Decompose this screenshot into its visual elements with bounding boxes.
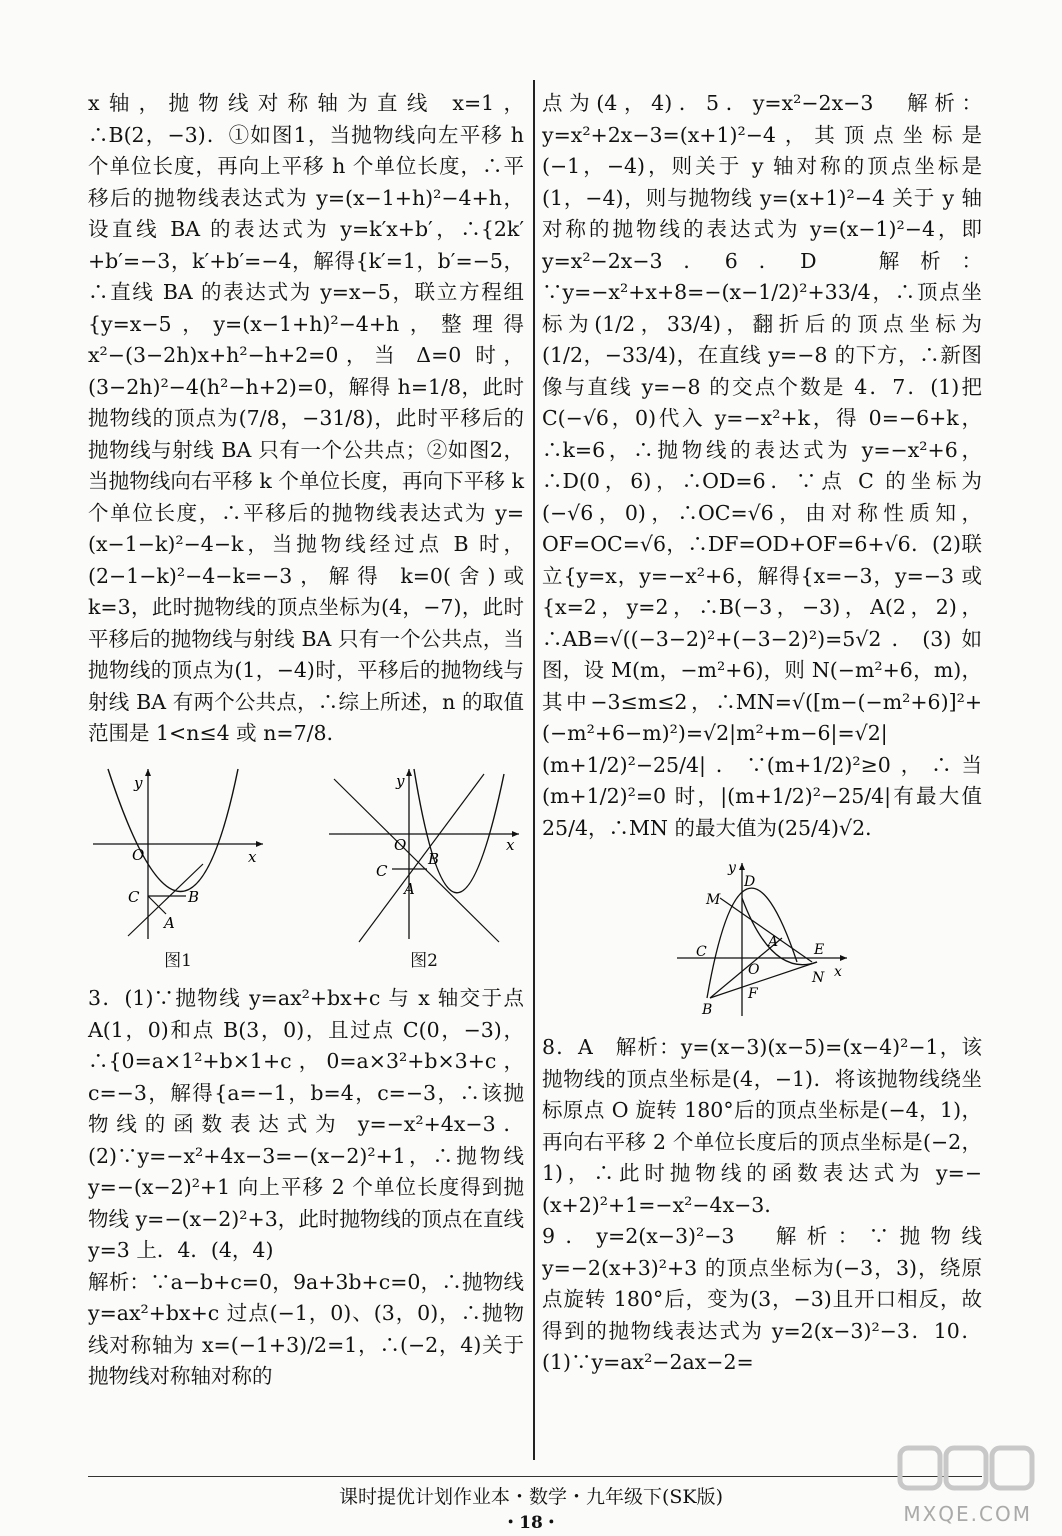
watermark-mark-1 [900,1448,940,1488]
watermark-mark-2 [946,1448,986,1488]
footer-rule [88,1476,982,1477]
answer-paragraph: 解析：∵a−b+c=0，9a+3b+c=0，∴抛物线 y=ax²+bx+c 过点(−1，0)、(3，0)，∴抛物线对称轴为 x=(−1+3)/2=1，∴(−2，4)关于抛物线对称轴对称的 [88,1269,524,1388]
fig3-label-n: N [812,970,825,986]
fig3-label-b: B [702,1002,713,1018]
segment-ca [148,896,166,914]
fig2-label-a: A [404,879,415,898]
y-axis-arrow [406,769,412,776]
fig2-label-o: O [394,835,407,854]
right-column [542,88,982,1379]
figure-2 [324,764,524,978]
segment-bn [710,962,817,998]
watermark-text: MXQE.COM [903,1502,1032,1526]
watermark-mark-3 [992,1448,1032,1488]
answer-paragraph: 3．(1)∵抛物线 y=ax²+bx+c 与 x 轴交于点 A(1，0)和点 B(3，0)，且过点 C(0，−3)，∴{0=a×1²+b×1+c，0=a×3²+b×3+c，c=−3，解得{a=−1，b=4，c=−3，∴该抛物线的函数表达式为 y=−x²+4x−3．(2)∵y=−x²+4x−3=−(x−2)²+1，∴抛物线 y=−(x−2)²+1 向上平移 2 个单位长度得到抛物线 y=−(x−2)²+3，此时抛物线的顶点在直线 y=3 上．4．(4，4) [88,986,524,1262]
figure-2-graph [324,764,524,944]
fig3-label-y: y [728,860,736,876]
answer-paragraph: 8．A 解析：y=(x−3)(x−5)=(x−4)²−1，该抛物线的顶点坐标是(4，−1)．将该抛物线绕坐标原点 O 旋转 180°后的顶点坐标是(−4，1)，再向右平移 2 个单位长度后的顶点坐标是(−2，1)，∴此时抛物线的函数表达式为 y=−(x+2)²+1=−x²−4x−3． [542,1035,982,1217]
fig3-label-c: C [696,944,707,960]
fig3-label-a: A [768,934,779,950]
fig1-label-a: A [164,913,175,932]
fig2-label-c: C [376,861,388,880]
figure-1-graph [88,764,268,944]
answer-paragraph: x轴，抛物线对称轴为直线 x=1，∴B(2，−3)．①如图1，当抛物线向左平移 h 个单位长度，再向上平移 h 个单位长度，∴平移后的抛物线表达式为 y=(x−1+h)²−4+h，设直线 BA 的表达式为 y=k′x+b′，∴{2k′+b′=−3，k′+b′=−4，解得{k′=1，b′=−5，∴直线 BA 的表达式为 y=x−5，联立方程组{y=x−5，y=(x−1+h)²−4+h，整理得 x²−(3−2h)x+h²−h+2=0，当 Δ=0 时，(3−2h)²−4(h²−h+2)=0，解得 h=1/8，此时抛物线的顶点为(7/8，−31/8)，此时平移后的抛物线与射线 BA 只有一个公共点；②如图2，当抛物线向右平移 k 个单位长度，再向下平移 k 个单位长度，∴平移后的抛物线表达式为 y=(x−1−k)²−4−k，当抛物线经过点 B 时，(2−1−k)²−4−k=−3，解得 k=0(舍)或 k=3，此时抛物线的顶点坐标为(4，−7)，此时平移后的抛物线与射线 BA 只有一个公共点，当抛物线的顶点为(1，−4)时，平移后的抛物线与射线 BA 有两个公共点，∴综上所述，n 的取值范围是 1<n≤4 或 n=7/8． [88,91,524,745]
parabola [414,769,504,893]
fig1-label-b: B [188,887,200,906]
x-axis-arrow [256,841,263,847]
y-axis-arrow [145,769,151,776]
y-axis-arrow [739,863,745,870]
figure-3 [542,858,982,1018]
fig1-label-y: y [134,773,143,792]
left-column [88,88,524,1393]
fig2-label-b: B [428,849,440,868]
fig3-label-e: E [814,942,825,958]
segment-mn [720,898,812,962]
page-number: ・18・ [502,1513,560,1533]
answer-paragraph: 9．y=2(x−3)²−3 解析：∵抛物线 y=−2(x+3)²+3 的顶点坐标为(−3，3)，绕原点旋转 180°后，变为(3，−3)且开口相反，故得到的抛物线表达式为 y=2(x−3)²−3．10．(1)∵y=ax²−2ax−2= [542,1224,982,1374]
fig1-label-x: x [248,847,257,866]
figure-3-graph [672,858,852,1018]
fig3-label-d: D [744,874,756,890]
footer-title: 课时提优计划作业本・数学・九年级下(SK版) [338,1486,724,1508]
fig2-label-x: x [506,835,515,854]
fig3-label-m: M [706,892,721,908]
figure-1 [88,764,268,978]
answer-paragraph: 点为(4，4)．5．y=x²−2x−3 解析：y=x²+2x−3=(x+1)²−4，其顶点坐标是(−1，−4)，则关于 y 轴对称的顶点坐标是(1，−4)，则与抛物线 y=(x+1)²−4 关于 y 轴对称的抛物线的表达式为 y=(x−1)²−4，即 y=x²−2x−3．6．D 解析：∵y=−x²+x+8=−(x−1/2)²+33/4，∴顶点坐标为(1/2，33/4)，翻折后的顶点坐标为(1/2，−33/4)，在直线 y=−8 的下方，∴新图像与直线 y=−8 的交点个数是 4．7．(1)把 C(−√6，0)代入 y=−x²+k，得 0=−6+k，∴k=6，∴抛物线的表达式为 y=−x²+6，∴D(0，6)，∴OD=6．∵点 C 的坐标为(−√6，0)，∴OC=√6，由对称性质知，OF=OC=√6，∴DF=OD+OF=6+√6．(2)联立{y=x，y=−x²+6，解得{x=−3，y=−3 或{x=2，y=2，∴B(−3，−3)，A(2，2)，∴AB=√((−3−2)²+(−3−2)²)=5√2．(3)如图，设 M(m，−m²+6)，则 N(−m²+6，m)，其中−3≤m≤2，∴MN=√([m−(−m²+6)]²+(−m²+6−m)²)=√2|m²+m−6|=√2|(m+1/2)²−25/4|．∵(m+1/2)²≥0，∴当(m+1/2)²=0 时，|(m+1/2)²−25/4|有最大值 25/4，∴MN 的最大值为(25/4)√2． [542,91,982,840]
parabola-1 [707,888,797,998]
figure-2-caption: 图2 [410,950,438,971]
fig3-label-o: O [748,962,760,978]
x-axis-arrow [840,955,847,961]
figure-1-caption: 图1 [164,950,192,971]
fig2-label-y: y [396,771,405,790]
parabola-2 [742,898,817,965]
fig1-label-o: O [132,845,145,864]
fig1-label-c: C [128,887,140,906]
line-2 [359,771,484,942]
fig3-label-f: F [748,986,758,1002]
column-divider [533,80,535,1460]
line-1 [334,779,499,942]
fig3-label-x: x [834,964,842,980]
parabola [108,769,238,892]
figure-row [88,764,524,978]
